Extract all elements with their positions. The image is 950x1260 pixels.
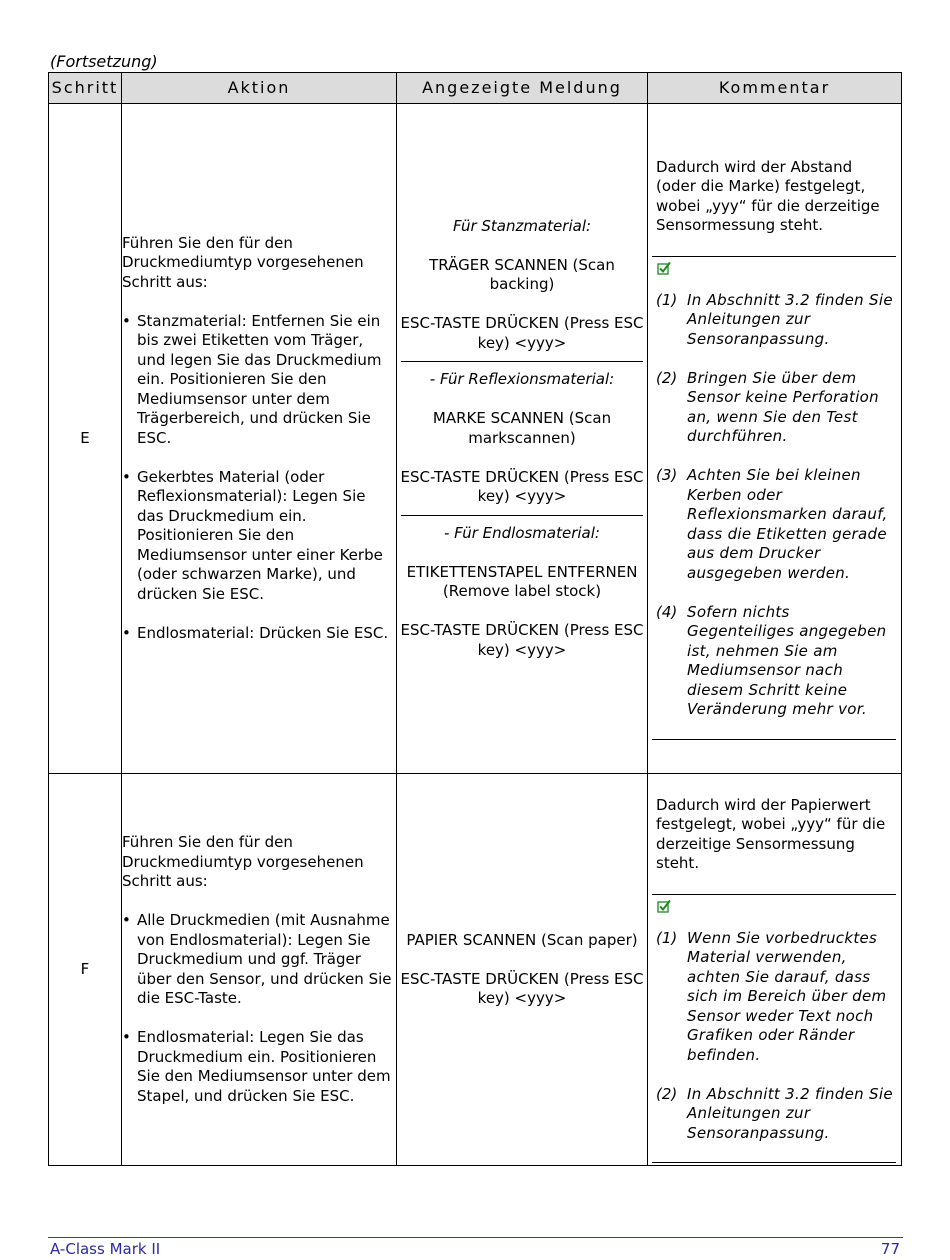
continued-label: (Fortsetzung) [50,52,158,71]
note-text: Bringen Sie über dem Sensor keine Perforation an, wenn Sie den Test durchführen. [687,368,879,445]
action-cell [122,774,397,1166]
table-row [49,774,902,1166]
message-line: PAPIER SCANNEN (Scan paper) [406,930,638,949]
action-intro: Führen Sie den für den Druckmediumtyp vorgesehenen Schritt aus: [122,233,364,291]
table-row [49,104,902,774]
note-text: Sofern nichts Gegenteiliges angegeben ist, nehmen Sie am Mediumsensor nach diesem Schritt keine Veränderung mehr vor. [687,602,887,718]
header-comment: Kommentar [648,73,902,104]
note-item [656,466,895,583]
table-header-row [49,73,902,104]
comment-cell [648,104,902,774]
action-bullet [122,468,396,605]
bullet-dot: • [122,623,131,642]
footer-product: A-Class Mark II [50,1240,161,1258]
note-item [656,603,895,720]
header-action: Aktion [122,73,397,104]
note-number: (2) [656,368,678,387]
bullet-dot: • [122,1028,131,1046]
bullet-dot: • [122,911,131,929]
note-divider [652,1162,896,1163]
message-line: ESC-TASTE DRÜCKEN (Press ESC key) <yyy> [400,467,644,506]
note-item [656,1085,895,1144]
step-id: E [49,104,122,774]
message-cell [397,774,648,1166]
note-text: In Abschnitt 3.2 finden Sie Anleitungen zur Sensoranpassung. [687,290,893,348]
note-item [656,369,895,447]
header-message: Angezeigte Meldung [397,73,648,104]
message-heading: Für Stanzmaterial: [452,216,592,235]
checkmark-note-icon [657,261,671,275]
message-line: ESC-TASTE DRÜCKEN (Press ESC key) <yyy> [400,969,644,1007]
message-block [397,516,647,669]
message-heading: - Für Endlosmaterial: [444,523,600,542]
comment-text: Dadurch wird der Papierwert festgelegt, wobei „yyy“ für die derzeitige Sensormessung steht. [656,795,886,873]
message-block [397,209,647,362]
note-text: Wenn Sie vorbedrucktes Material verwenden, achten Sie darauf, dass sich im Bereich über dem Sensor weder Text noch Grafiken oder Ränder befinden. [687,928,887,1064]
bullet-text: Gekerbtes Material (oder Reflexionsmaterial): Legen Sie das Druckmedium ein. Positionieren Sie den Mediumsensor unter einer Kerbe (oder schwarzen Marke), und drücken Sie ESC. [137,467,383,603]
notes-list [648,913,901,1163]
message-block [397,362,647,515]
bullet-text: Endlosmaterial: Drücken Sie ESC. [137,623,389,642]
checkmark-note-icon [657,899,671,913]
step-id: F [49,774,122,1166]
message-cell [397,104,648,774]
note-item [656,291,895,350]
note-number: (3) [656,466,678,484]
action-bullet [122,312,396,449]
footer-divider [48,1237,903,1238]
action-intro: Führen Sie den für den Druckmediumtyp vorgesehenen Schritt aus: [122,833,364,890]
message-line: ETIKETTENSTAPEL ENTFERNEN (Remove label stock) [406,562,638,601]
action-bullet [122,624,396,644]
bullet-text: Stanzmaterial: Entfernen Sie ein bis zwei Etiketten vom Träger, und legen Sie das Druckmedium ein. Positionieren Sie den Mediumsensor unter dem Trägerbereich, und drücken Sie ESC. [137,311,382,447]
comment-text: Dadurch wird der Abstand (oder die Marke) festgelegt, wobei „yyy“ für die derzeitige Sensormessung steht. [656,157,880,234]
message-line: MARKE SCANNEN (Scan markscannen) [432,409,612,447]
message-heading: - Für Reflexionsmaterial: [429,370,615,389]
action-bullet [122,911,396,1009]
action-cell [122,104,397,774]
message-line: ESC-TASTE DRÜCKEN (Press ESC key) <yyy> [400,621,644,659]
message-line: ESC-TASTE DRÜCKEN (Press ESC key) <yyy> [400,314,644,352]
action-bullet [122,1028,396,1106]
note-item [656,929,895,1066]
note-divider [652,739,896,740]
bullet-dot: • [122,467,131,486]
message-block [397,923,647,1017]
note-text: In Abschnitt 3.2 finden Sie Anleitungen zur Sensoranpassung. [687,1084,893,1142]
note-number: (2) [656,1084,678,1103]
bullet-text: Endlosmaterial: Legen Sie das Druckmedium ein. Positionieren Sie den Mediumsensor unter dem Stapel, und drücken Sie ESC. [137,1028,391,1105]
bullet-text: Alle Druckmedien (mit Ausnahme von Endlosmaterial): Legen Sie Druckmedium und ggf. Träger über den Sensor, und drücken Sie die ESC-Taste. [137,911,392,1007]
bullet-dot: • [122,311,131,330]
footer-page-number: 77 [880,1240,900,1258]
note-number: (1) [656,928,678,947]
note-divider [652,894,896,895]
note-text: Achten Sie bei kleinen Kerben oder Reflexionsmarken darauf, dass die Etiketten gerade aus dem Drucker ausgegeben werden. [687,466,888,582]
steps-table [48,72,902,1166]
note-divider [652,256,896,257]
note-number: (1) [656,290,678,309]
message-line: TRÄGER SCANNEN (Scan backing) [429,255,615,294]
comment-cell [648,774,902,1166]
header-step: Schritt [49,73,122,104]
note-number: (4) [656,602,678,621]
notes-list [648,275,901,739]
